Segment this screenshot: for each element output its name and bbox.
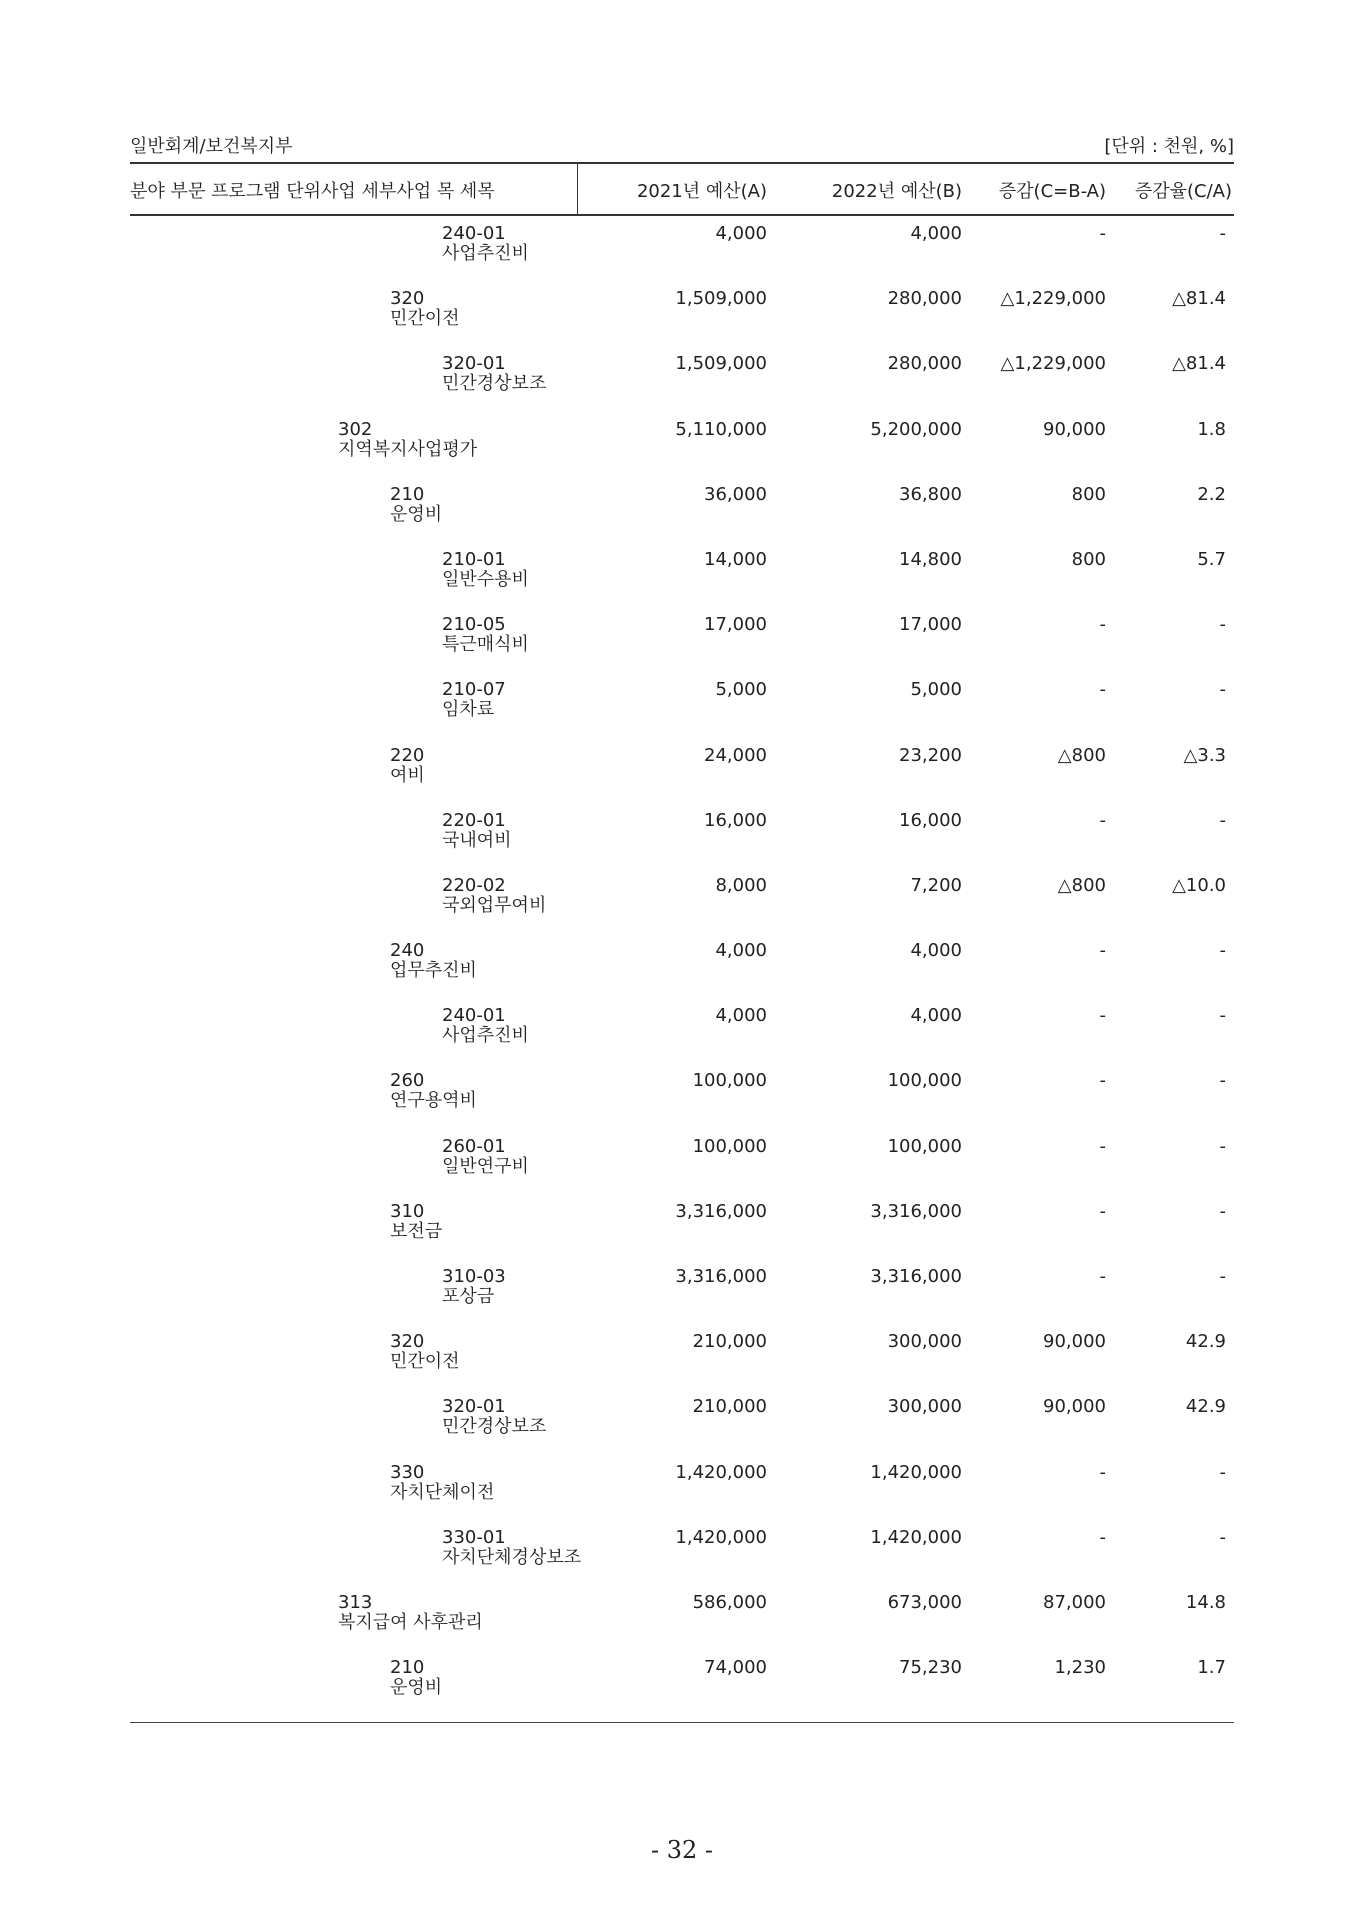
unit-note: [단위 : 천원, %]: [1104, 136, 1234, 157]
change-cell: -: [1099, 1005, 1106, 1027]
table-row: [130, 1648, 1234, 1713]
budget-2022-cell: 1,420,000: [870, 1461, 962, 1483]
table-row: [130, 1192, 1234, 1257]
budget-2022-cell: 4,000: [910, 223, 962, 244]
change-rate-cell: △10.0: [1172, 874, 1226, 896]
table-row: [130, 996, 1234, 1061]
change-rate-cell: 1.8: [1197, 418, 1226, 440]
table-row: [130, 279, 1234, 344]
row-label: [442, 1137, 529, 1177]
row-code: 260-01: [442, 1135, 506, 1157]
row-name: 여비: [390, 764, 425, 786]
row-code: 320-01: [442, 1396, 506, 1418]
table-body: [130, 214, 1234, 1713]
row-label: [390, 1202, 442, 1242]
budget-2022-cell: 673,000: [887, 1591, 962, 1613]
table-header: [130, 162, 1234, 216]
change-cell: 90,000: [1043, 418, 1106, 440]
change-rate-cell: -: [1219, 1266, 1226, 1287]
table-row: [130, 1127, 1234, 1192]
budget-2022-cell: 3,316,000: [870, 1200, 962, 1222]
change-rate-cell: 14.8: [1185, 1591, 1226, 1613]
change-rate-cell: 42.9: [1185, 1331, 1226, 1353]
row-name: 업무추진비: [390, 960, 477, 982]
row-name: 일반연구비: [442, 1155, 529, 1177]
row-code: 210: [390, 1657, 425, 1679]
row-label: [442, 550, 529, 590]
budget-2021-cell: 210,000: [692, 1331, 767, 1353]
row-code: 210-01: [442, 548, 506, 570]
page-number: - 32 -: [650, 1836, 713, 1864]
change-cell: -: [1099, 809, 1106, 831]
budget-2022-cell: 3,316,000: [870, 1266, 962, 1287]
budget-2022-cell: 4,000: [910, 1005, 962, 1027]
row-name: 민간경상보조: [442, 373, 547, 395]
change-cell: -: [1099, 940, 1106, 962]
row-code: 240: [390, 940, 425, 962]
row-name: 국외업무여비: [442, 894, 547, 916]
row-name: 국내여비: [442, 829, 512, 851]
budget-2022-cell: 280,000: [887, 353, 962, 375]
budget-2021-cell: 24,000: [704, 744, 767, 766]
row-label: [390, 941, 477, 981]
change-cell: -: [1099, 1135, 1106, 1157]
row-label: [390, 1658, 442, 1698]
budget-2021-cell: 14,000: [704, 548, 767, 570]
table-row: [130, 1257, 1234, 1322]
row-name: 민간경상보조: [442, 1416, 547, 1438]
change-rate-cell: -: [1219, 1200, 1226, 1222]
change-rate-cell: △3.3: [1183, 744, 1226, 766]
budget-2022-cell: 4,000: [910, 940, 962, 962]
row-label: [390, 1463, 494, 1503]
table-row: [130, 1387, 1234, 1452]
change-rate-cell: 2.2: [1197, 483, 1226, 505]
table-row: [130, 1583, 1234, 1648]
budget-2021-cell: 4,000: [715, 1005, 767, 1027]
row-label: [390, 485, 442, 525]
table-row: [130, 670, 1234, 735]
change-cell: △1,229,000: [1000, 353, 1106, 375]
row-name: 보전금: [390, 1220, 443, 1242]
change-cell: -: [1099, 614, 1106, 636]
change-rate-cell: -: [1219, 614, 1226, 636]
row-label: [390, 289, 460, 329]
change-cell: △800: [1057, 744, 1106, 766]
change-rate-cell: -: [1219, 940, 1226, 962]
row-label: [442, 354, 546, 394]
row-name: 자치단체이전: [390, 1481, 495, 1503]
table-row: [130, 214, 1234, 279]
budget-2021-cell: 8,000: [715, 874, 767, 896]
change-rate-cell: -: [1219, 223, 1226, 244]
header-hierarchy: 분야 부문 프로그램 단위사업 세부사업 목 세목: [130, 181, 495, 202]
budget-2021-cell: 16,000: [704, 809, 767, 831]
header-budget-2021: 2021년 예산(A): [636, 181, 767, 202]
budget-2021-cell: 586,000: [692, 1591, 767, 1613]
budget-2022-cell: 17,000: [899, 614, 962, 636]
change-rate-cell: -: [1219, 1135, 1226, 1157]
budget-2021-cell: 1,420,000: [675, 1526, 767, 1548]
row-code: 320-01: [442, 353, 506, 375]
budget-2021-cell: 100,000: [692, 1135, 767, 1157]
change-rate-cell: 42.9: [1185, 1396, 1226, 1418]
row-code: 220-02: [442, 874, 506, 896]
budget-2021-cell: 4,000: [715, 940, 767, 962]
row-label: [442, 1006, 529, 1046]
change-rate-cell: -: [1219, 1070, 1226, 1092]
row-code: 313: [338, 1591, 373, 1613]
row-name: 특근매식비: [442, 634, 529, 656]
change-cell: -: [1099, 1200, 1106, 1222]
budget-2021-cell: 5,000: [715, 679, 767, 701]
row-label: [442, 615, 529, 655]
change-cell: 90,000: [1043, 1396, 1106, 1418]
row-label: [338, 420, 477, 460]
table-row: [130, 1453, 1234, 1518]
change-rate-cell: -: [1219, 1005, 1226, 1027]
row-name: 민간이전: [390, 1351, 460, 1373]
budget-2021-cell: 1,509,000: [675, 353, 767, 375]
table-row: [130, 410, 1234, 475]
table-row: [130, 801, 1234, 866]
change-rate-cell: △81.4: [1172, 288, 1226, 310]
budget-2022-cell: 7,200: [910, 874, 962, 896]
change-rate-cell: -: [1219, 809, 1226, 831]
table-row: [130, 605, 1234, 670]
row-label: [338, 1593, 483, 1633]
row-code: 210-05: [442, 614, 506, 636]
account-title: 일반회계/보건복지부: [130, 136, 293, 157]
budget-2021-cell: 3,316,000: [675, 1200, 767, 1222]
header-change: 증감(C=B-A): [998, 181, 1106, 202]
budget-2021-cell: 4,000: [715, 223, 767, 244]
table-row: [130, 866, 1234, 931]
row-name: 자치단체경상보조: [442, 1546, 582, 1568]
change-cell: -: [1099, 1526, 1106, 1548]
row-code: 310-03: [442, 1266, 506, 1287]
row-code: 220-01: [442, 809, 506, 831]
budget-2021-cell: 100,000: [692, 1070, 767, 1092]
budget-2022-cell: 16,000: [899, 809, 962, 831]
row-label: [442, 1528, 581, 1568]
row-label: [390, 746, 425, 786]
budget-2021-cell: 1,420,000: [675, 1461, 767, 1483]
change-cell: -: [1099, 1266, 1106, 1287]
row-name: 운영비: [390, 503, 443, 525]
budget-2022-cell: 1,420,000: [870, 1526, 962, 1548]
header-separator: [577, 164, 578, 214]
top-line: [130, 132, 1234, 160]
row-label: [442, 1397, 546, 1437]
row-code: 240-01: [442, 1005, 506, 1027]
row-label: [442, 1267, 506, 1307]
table-row: [130, 1518, 1234, 1583]
change-cell: △800: [1057, 874, 1106, 896]
change-cell: 1,230: [1054, 1657, 1106, 1679]
row-code: 260: [390, 1070, 425, 1092]
change-cell: -: [1099, 1070, 1106, 1092]
budget-2022-cell: 100,000: [887, 1135, 962, 1157]
budget-2022-cell: 300,000: [887, 1396, 962, 1418]
row-name: 지역복지사업평가: [338, 438, 478, 460]
table-row: [130, 475, 1234, 540]
table-row: [130, 931, 1234, 996]
change-rate-cell: 5.7: [1197, 548, 1226, 570]
change-cell: 800: [1071, 548, 1106, 570]
change-rate-cell: 1.7: [1197, 1657, 1226, 1679]
budget-2022-cell: 14,800: [899, 548, 962, 570]
table-row: [130, 1061, 1234, 1126]
row-name: 민간이전: [390, 308, 460, 330]
row-label: [442, 876, 546, 916]
row-name: 사업추진비: [442, 243, 529, 264]
row-name: 운영비: [390, 1677, 443, 1699]
header-budget-2022: 2022년 예산(B): [831, 181, 962, 202]
change-rate-cell: △81.4: [1172, 353, 1226, 375]
budget-2021-cell: 1,509,000: [675, 288, 767, 310]
budget-2022-cell: 100,000: [887, 1070, 962, 1092]
budget-2022-cell: 75,230: [899, 1657, 962, 1679]
row-name: 임차료: [442, 699, 495, 721]
budget-page: [130, 0, 1234, 1920]
row-name: 포상금: [442, 1286, 495, 1307]
row-label: [390, 1071, 477, 1111]
row-label: [442, 811, 512, 851]
row-name: 복지급여 사후관리: [338, 1611, 483, 1633]
budget-2022-cell: 300,000: [887, 1331, 962, 1353]
row-code: 330-01: [442, 1526, 506, 1548]
row-code: 210: [390, 483, 425, 505]
budget-2022-cell: 5,000: [910, 679, 962, 701]
header-change-rate: 증감율(C/A): [1134, 181, 1232, 202]
row-code: 320: [390, 288, 425, 310]
row-label: [442, 680, 506, 720]
budget-2021-cell: 74,000: [704, 1657, 767, 1679]
change-rate-cell: -: [1219, 1526, 1226, 1548]
row-label: [442, 224, 529, 264]
row-name: 일반수용비: [442, 568, 529, 590]
change-cell: 800: [1071, 483, 1106, 505]
table-row: [130, 344, 1234, 409]
row-name: 사업추진비: [442, 1025, 529, 1047]
table-row: [130, 736, 1234, 801]
change-cell: -: [1099, 223, 1106, 244]
budget-2021-cell: 5,110,000: [675, 418, 767, 440]
change-rate-cell: -: [1219, 1461, 1226, 1483]
budget-2022-cell: 23,200: [899, 744, 962, 766]
row-code: 310: [390, 1200, 425, 1222]
table-bottom-rule: [130, 1722, 1234, 1723]
row-code: 240-01: [442, 223, 506, 244]
budget-2021-cell: 210,000: [692, 1396, 767, 1418]
row-code: 302: [338, 418, 373, 440]
change-cell: 90,000: [1043, 1331, 1106, 1353]
change-cell: 87,000: [1043, 1591, 1106, 1613]
budget-2021-cell: 36,000: [704, 483, 767, 505]
row-label: [390, 1332, 460, 1372]
budget-2022-cell: 280,000: [887, 288, 962, 310]
budget-2021-cell: 3,316,000: [675, 1266, 767, 1287]
table-row: [130, 1322, 1234, 1387]
change-rate-cell: -: [1219, 679, 1226, 701]
budget-2022-cell: 5,200,000: [870, 418, 962, 440]
row-code: 330: [390, 1461, 425, 1483]
change-cell: △1,229,000: [1000, 288, 1106, 310]
row-name: 연구용역비: [390, 1090, 477, 1112]
table-row: [130, 540, 1234, 605]
row-code: 220: [390, 744, 425, 766]
row-code: 320: [390, 1331, 425, 1353]
change-cell: -: [1099, 679, 1106, 701]
change-cell: -: [1099, 1461, 1106, 1483]
budget-2021-cell: 17,000: [704, 614, 767, 636]
budget-2022-cell: 36,800: [899, 483, 962, 505]
row-code: 210-07: [442, 679, 506, 701]
